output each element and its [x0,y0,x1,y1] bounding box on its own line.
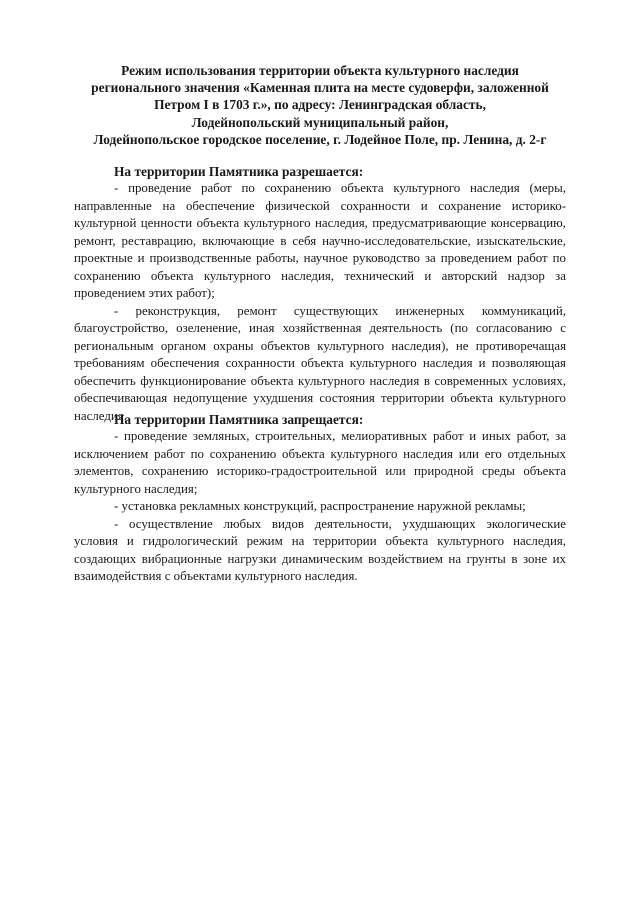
section-heading-permitted: На территории Памятника разрешается: [114,164,364,179]
document-title-line: Режим использования территории объекта культурного наследия [121,63,519,78]
document-title-line: регионального значения «Каменная плита на месте судоверфи, заложенной [91,80,549,96]
permitted-item: - реконструкция, ремонт существующих инженерных коммуникаций, благоустройство, озеленение, иная хозяйственная деятельность (по согласованию с региональным органом охраны объектов культурного наследия), не противоречащая требованиям обеспечения сохранности объекта культурного наследия и позволяющая обеспечить функционирование объекта культурного наследия в современных условиях, обеспечивающая недопущение ухудшения состояния территории объекта культурного наследия. [74,303,566,423]
section-heading-prohibited: На территории Памятника запрещается: [114,412,364,427]
prohibited-item: - установка рекламных конструкций, распространение наружной рекламы; [114,499,526,513]
prohibited-item: - проведение земляных, строительных, мелиоративных работ и иных работ, за исключением работ по сохранению объекта культурного наследия или его отдельных элементов, сохранению историко-градостроительной или природной среды объекта культурного наследия; [74,429,566,496]
permitted-item: - проведение работ по сохранению объекта культурного наследия (меры, направленные на обеспечение физической сохранности и сохранение историко-культурной ценности объекта культурного наследия, предусматривающие консервацию, ремонт, реставрацию, включающие в себя научно-исследовательские, изыскательские, проектные и производственные работы, научное руководство за проведением работ по сохранению объекта культурного наследия, технический и авторский надзор за проведением этих работ); [74,181,566,300]
document-title-line: Петром I в 1703 г.», по адресу: Ленинградская область, [154,97,486,113]
document-title [70,62,570,148]
document-title-line: Лодейнопольский муниципальный район, [191,114,449,130]
document-title-line: Лодейнопольское городское поселение, г. Лодейное Поле, пр. Ленина, д. 2-г [93,131,547,147]
prohibited-item: - осуществление любых видов деятельности, ухудшающих экологические условия и гидрологический режим на территории объекта культурного наследия, создающих вибрационные нагрузки динамическим воздействием на грунты в зоне их взаимодействия с объектами культурного наследия. [74,516,566,583]
section-prohibited [74,411,566,586]
section-permitted [74,163,566,425]
